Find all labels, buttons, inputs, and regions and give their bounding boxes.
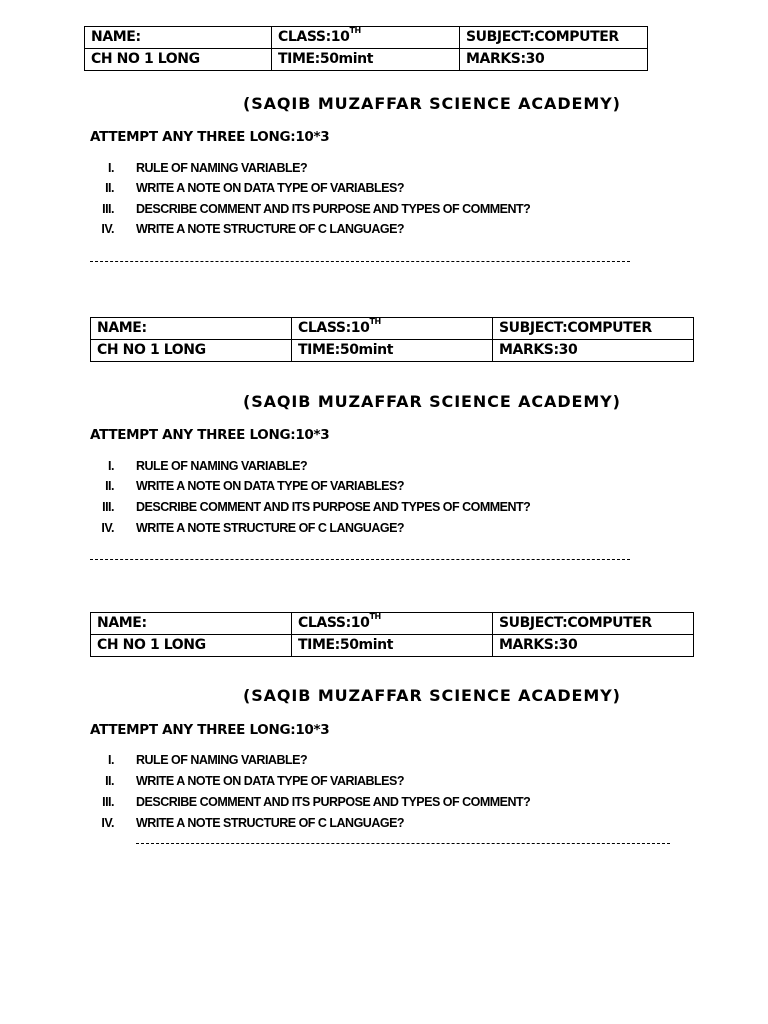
marks-field: MARKS:30 [493, 635, 694, 657]
question-item [0, 816, 768, 836]
dashed-divider [90, 261, 630, 262]
question-text: WRITE A NOTE ON DATA TYPE OF VARIABLES? [136, 774, 404, 788]
instruction-text: ATTEMPT ANY THREE LONG:10*3 [90, 129, 330, 145]
question-text: WRITE A NOTE ON DATA TYPE OF VARIABLES? [136, 479, 404, 493]
class-label: CLASS:10 [298, 615, 370, 631]
question-text: DESCRIBE COMMENT AND ITS PURPOSE AND TYPES OF COMMENT? [136, 795, 531, 809]
header-row [85, 49, 648, 71]
header-row [91, 318, 694, 340]
question-number: II. [105, 479, 114, 493]
class-superscript: TH [349, 26, 361, 36]
question-number: I. [108, 753, 114, 767]
header-row [91, 613, 694, 635]
question-number: IV. [101, 816, 114, 830]
question-number: III. [102, 795, 114, 809]
header-table [90, 612, 694, 657]
question-item [0, 479, 768, 499]
question-item [0, 459, 768, 479]
dashed-divider [136, 843, 670, 844]
chapter-field: CH NO 1 LONG [85, 49, 272, 71]
class-label: CLASS:10 [298, 320, 370, 336]
time-field: TIME:50mint [272, 49, 460, 71]
academy-title: (SAQIB MUZAFFAR SCIENCE ACADEMY) [243, 686, 621, 705]
class-field [272, 27, 460, 49]
header-row [85, 27, 648, 49]
class-superscript: TH [369, 612, 381, 622]
question-number: III. [102, 202, 114, 216]
question-item [0, 202, 768, 222]
class-field [292, 613, 493, 635]
class-superscript: TH [369, 317, 381, 327]
subject-field: SUBJECT:COMPUTER [493, 613, 694, 635]
question-number: II. [105, 774, 114, 788]
subject-field: SUBJECT:COMPUTER [460, 27, 648, 49]
subject-field: SUBJECT:COMPUTER [493, 318, 694, 340]
question-text: DESCRIBE COMMENT AND ITS PURPOSE AND TYPES OF COMMENT? [136, 202, 531, 216]
question-item [0, 222, 768, 242]
question-item [0, 795, 768, 815]
question-number: IV. [101, 521, 114, 535]
question-text: RULE OF NAMING VARIABLE? [136, 161, 308, 175]
name-field: NAME: [91, 318, 292, 340]
question-number: III. [102, 500, 114, 514]
chapter-field: CH NO 1 LONG [91, 635, 292, 657]
chapter-field: CH NO 1 LONG [91, 340, 292, 362]
time-field: TIME:50mint [292, 635, 493, 657]
question-item [0, 753, 768, 773]
question-item [0, 500, 768, 520]
dashed-divider [90, 559, 630, 560]
time-field: TIME:50mint [292, 340, 493, 362]
question-item [0, 774, 768, 794]
question-number: II. [105, 181, 114, 195]
question-text: WRITE A NOTE STRUCTURE OF C LANGUAGE? [136, 222, 405, 236]
academy-title: (SAQIB MUZAFFAR SCIENCE ACADEMY) [243, 392, 621, 411]
question-number: I. [108, 459, 114, 473]
question-number: IV. [101, 222, 114, 236]
question-item [0, 521, 768, 541]
class-field [292, 318, 493, 340]
instruction-text: ATTEMPT ANY THREE LONG:10*3 [90, 722, 330, 738]
question-text: WRITE A NOTE ON DATA TYPE OF VARIABLES? [136, 181, 404, 195]
question-text: WRITE A NOTE STRUCTURE OF C LANGUAGE? [136, 816, 405, 830]
marks-field: MARKS:30 [493, 340, 694, 362]
name-field: NAME: [91, 613, 292, 635]
header-row [91, 340, 694, 362]
class-label: CLASS:10 [278, 29, 350, 45]
question-item [0, 181, 768, 201]
header-table [84, 26, 648, 71]
academy-title: (SAQIB MUZAFFAR SCIENCE ACADEMY) [243, 94, 621, 113]
instruction-text: ATTEMPT ANY THREE LONG:10*3 [90, 427, 330, 443]
question-number: I. [108, 161, 114, 175]
header-table [90, 317, 694, 362]
marks-field: MARKS:30 [460, 49, 648, 71]
name-field: NAME: [85, 27, 272, 49]
question-text: RULE OF NAMING VARIABLE? [136, 459, 308, 473]
header-row [91, 635, 694, 657]
question-item [0, 161, 768, 181]
question-text: WRITE A NOTE STRUCTURE OF C LANGUAGE? [136, 521, 405, 535]
question-text: RULE OF NAMING VARIABLE? [136, 753, 308, 767]
question-text: DESCRIBE COMMENT AND ITS PURPOSE AND TYPES OF COMMENT? [136, 500, 531, 514]
